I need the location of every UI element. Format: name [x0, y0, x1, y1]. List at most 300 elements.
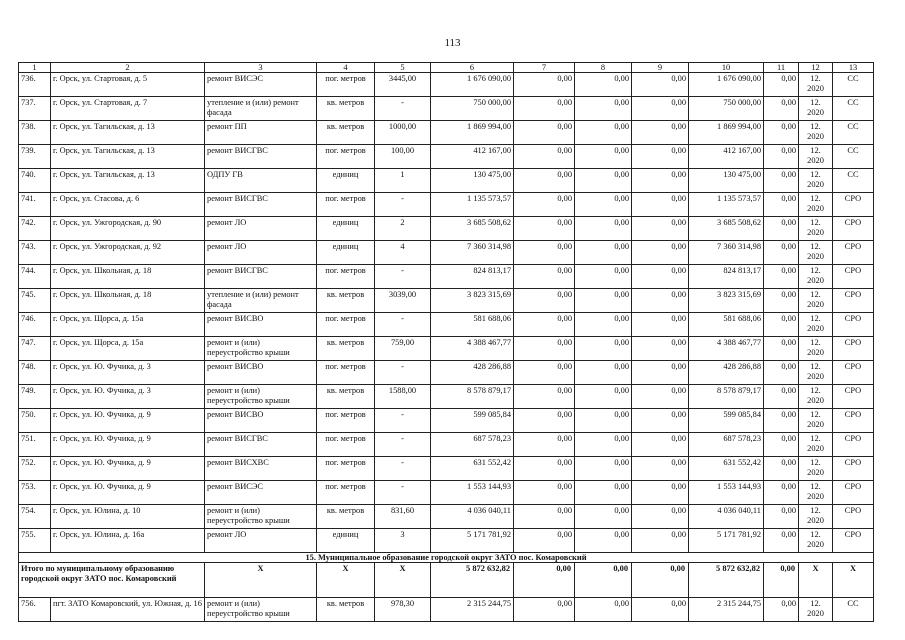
address-cell: г. Орск, ул. Стартовая, д. 7	[51, 97, 205, 121]
unit-cell: пог. метров	[317, 265, 375, 289]
fund-local-cell: 0,00	[632, 145, 689, 169]
deadline-cell: 12. 2020	[799, 265, 833, 289]
fund-owners-cell: 2 315 244,75	[689, 598, 764, 622]
fund-federal-cell: 0,00	[514, 193, 575, 217]
column-number-header: 13	[833, 63, 874, 73]
fund-federal-cell: 0,00	[514, 433, 575, 457]
address-cell: г. Орск, ул. Юлина, д. 16а	[51, 529, 205, 553]
funding-method-cell: СРО	[833, 241, 874, 265]
funding-method-cell: СРО	[833, 409, 874, 433]
row-number-cell: 749.	[19, 385, 51, 409]
table-row	[19, 289, 874, 313]
fund-owners-cell: 4 388 467,77	[689, 337, 764, 361]
total-cost-cell: 1 553 144,93	[431, 481, 514, 505]
address-cell: г. Орск, ул. Тагильская, д. 13	[51, 121, 205, 145]
fund-federal-cell: 0,00	[514, 169, 575, 193]
fund-owners-cell: 750 000,00	[689, 97, 764, 121]
table-row	[19, 313, 874, 337]
funding-method-cell: СРО	[833, 217, 874, 241]
fund-other-cell: 0,00	[764, 193, 799, 217]
address-cell: г. Орск, ул. Ю. Фучика, д. 9	[51, 409, 205, 433]
row-number-cell: 736.	[19, 73, 51, 97]
fund-local-cell: 0,00	[632, 385, 689, 409]
total-cost-cell: 8 578 879,17	[431, 385, 514, 409]
fund-regional-cell: 0,00	[575, 505, 632, 529]
quantity-cell: 1	[375, 169, 431, 193]
fund-owners-cell: 599 085,84	[689, 409, 764, 433]
fund-federal-cell: 0,00	[514, 409, 575, 433]
fund-local-cell: 0,00	[632, 433, 689, 457]
table-row	[19, 337, 874, 361]
fund-regional-cell: 0,00	[575, 217, 632, 241]
unit-cell: единиц	[317, 241, 375, 265]
fund-other-cell: 0,00	[764, 433, 799, 457]
table-row	[19, 193, 874, 217]
fund-regional-cell: 0,00	[575, 145, 632, 169]
work-type-cell: ремонт и (или) переустройство крыши	[205, 385, 317, 409]
work-type-cell: ремонт ВИСГВС	[205, 433, 317, 457]
fund-federal-cell: 0,00	[514, 598, 575, 622]
deadline-cell: 12. 2020	[799, 97, 833, 121]
funding-method-cell: СС	[833, 598, 874, 622]
row-number-cell: 740.	[19, 169, 51, 193]
quantity-cell: 831,60	[375, 505, 431, 529]
quantity-cell: 3	[375, 529, 431, 553]
work-type-cell: ремонт ВИСВО	[205, 361, 317, 385]
fund-other-cell: 0,00	[764, 361, 799, 385]
address-cell: г. Орск, ул. Ю. Фучика, д. 9	[51, 433, 205, 457]
page-number: 113	[444, 37, 461, 49]
fund-regional-cell: 0,00	[575, 313, 632, 337]
deadline-cell: 12. 2020	[799, 217, 833, 241]
fund-regional-cell: 0,00	[575, 337, 632, 361]
fund-owners-cell: 687 578,23	[689, 433, 764, 457]
funding-method-cell: СРО	[833, 313, 874, 337]
funding-method-cell: СРО	[833, 481, 874, 505]
fund-other-cell: 0,00	[764, 217, 799, 241]
table-row	[19, 505, 874, 529]
unit-cell: пог. метров	[317, 145, 375, 169]
fund-federal-cell: 0,00	[514, 313, 575, 337]
fund-owners-cell: 412 167,00	[689, 145, 764, 169]
fund-other-cell: 0,00	[764, 481, 799, 505]
unit-cell: кв. метров	[317, 598, 375, 622]
total-cost-cell: 428 286,88	[431, 361, 514, 385]
unit-cell: пог. метров	[317, 313, 375, 337]
funding-method-cell: СРО	[833, 361, 874, 385]
table-row	[19, 217, 874, 241]
row-number-cell: 737.	[19, 97, 51, 121]
unit-cell: кв. метров	[317, 505, 375, 529]
fund-owners-cell: 3 685 508,62	[689, 217, 764, 241]
work-type-cell: ремонт ЛО	[205, 529, 317, 553]
fund-regional-cell: 0,00	[575, 241, 632, 265]
row-number-cell: 743.	[19, 241, 51, 265]
total-cost-cell: 750 000,00	[431, 97, 514, 121]
funding-method-cell: СС	[833, 97, 874, 121]
fund-other-cell: 0,00	[764, 97, 799, 121]
fund-federal-cell: 0,00	[514, 121, 575, 145]
deadline-cell: 12. 2020	[799, 433, 833, 457]
column-number-header: 5	[375, 63, 431, 73]
column-number-header: 3	[205, 63, 317, 73]
total-total-cell: 5 872 632,82	[431, 563, 514, 598]
fund-federal-cell: 0,00	[514, 241, 575, 265]
funding-method-cell: СРО	[833, 337, 874, 361]
fund-regional-cell: 0,00	[575, 121, 632, 145]
fund-other-cell: 0,00	[764, 337, 799, 361]
deadline-cell: 12. 2020	[799, 361, 833, 385]
fund-local-cell: 0,00	[632, 529, 689, 553]
deadline-cell: 12. 2020	[799, 457, 833, 481]
fund-owners-cell: 1 869 994,00	[689, 121, 764, 145]
row-number-cell: 754.	[19, 505, 51, 529]
fund-owners-cell: 4 036 040,11	[689, 505, 764, 529]
funding-method-cell: СС	[833, 73, 874, 97]
address-cell: г. Орск, ул. Ю. Фучика, д. 9	[51, 457, 205, 481]
fund-federal-cell: 0,00	[514, 361, 575, 385]
fund-local-cell: 0,00	[632, 313, 689, 337]
address-cell: г. Орск, ул. Ужгородская, д. 92	[51, 241, 205, 265]
deadline-cell: 12. 2020	[799, 505, 833, 529]
address-cell: г. Орск, ул. Юлина, д. 10	[51, 505, 205, 529]
table-row	[19, 481, 874, 505]
fund-federal-cell: 0,00	[514, 265, 575, 289]
unit-cell: единиц	[317, 169, 375, 193]
work-type-cell: ремонт ВИСЭС	[205, 481, 317, 505]
deadline-cell: 12. 2020	[799, 529, 833, 553]
quantity-cell: 1000,00	[375, 121, 431, 145]
row-number-cell: 739.	[19, 145, 51, 169]
total-cost-cell: 581 688,06	[431, 313, 514, 337]
column-number-header-row	[19, 63, 874, 73]
work-type-cell: ремонт и (или) переустройство крыши	[205, 337, 317, 361]
fund-local-cell: 0,00	[632, 265, 689, 289]
total-label: Итого по муниципальному образованию городской округ ЗАТО пос. Комаровский	[19, 563, 205, 598]
total-cost-cell: 631 552,42	[431, 457, 514, 481]
row-number-cell: 756.	[19, 598, 51, 622]
fund-owners-cell: 581 688,06	[689, 313, 764, 337]
work-type-cell: ремонт ВИСГВС	[205, 265, 317, 289]
fund-owners-cell: 631 552,42	[689, 457, 764, 481]
table-row	[19, 409, 874, 433]
fund-local-cell: 0,00	[632, 289, 689, 313]
table-row	[19, 97, 874, 121]
row-number-cell: 745.	[19, 289, 51, 313]
total-cost-cell: 4 388 467,77	[431, 337, 514, 361]
row-number-cell: 746.	[19, 313, 51, 337]
work-type-cell: ремонт ЛО	[205, 241, 317, 265]
fund-other-cell: 0,00	[764, 529, 799, 553]
fund-local-cell: 0,00	[632, 598, 689, 622]
total-c11-cell: 0,00	[764, 563, 799, 598]
unit-cell: единиц	[317, 529, 375, 553]
fund-federal-cell: 0,00	[514, 145, 575, 169]
address-cell: г. Орск, ул. Школьная, д. 18	[51, 265, 205, 289]
fund-owners-cell: 1 135 573,57	[689, 193, 764, 217]
table-row	[19, 73, 874, 97]
column-number-header: 11	[764, 63, 799, 73]
unit-cell: кв. метров	[317, 121, 375, 145]
fund-owners-cell: 3 823 315,69	[689, 289, 764, 313]
work-type-cell: ремонт ВИСВО	[205, 313, 317, 337]
deadline-cell: 12. 2020	[799, 385, 833, 409]
total-cost-cell: 7 360 314,98	[431, 241, 514, 265]
quantity-cell: 3445,00	[375, 73, 431, 97]
row-number-cell: 750.	[19, 409, 51, 433]
row-number-cell: 753.	[19, 481, 51, 505]
fund-federal-cell: 0,00	[514, 505, 575, 529]
row-number-cell: 755.	[19, 529, 51, 553]
work-type-cell: ремонт ВИСГВС	[205, 145, 317, 169]
work-type-cell: ремонт ВИСВО	[205, 409, 317, 433]
funding-method-cell: СРО	[833, 385, 874, 409]
address-cell: г. Орск, ул. Стартовая, д. 5	[51, 73, 205, 97]
fund-local-cell: 0,00	[632, 97, 689, 121]
fund-owners-cell: 1 676 090,00	[689, 73, 764, 97]
fund-other-cell: 0,00	[764, 457, 799, 481]
capital-repair-table	[18, 62, 874, 622]
fund-owners-cell: 428 286,88	[689, 361, 764, 385]
total-cost-cell: 1 676 090,00	[431, 73, 514, 97]
work-type-cell: ОДПУ ГВ	[205, 169, 317, 193]
unit-cell: пог. метров	[317, 481, 375, 505]
row-number-cell: 742.	[19, 217, 51, 241]
table-row	[19, 361, 874, 385]
address-cell: г. Орск, ул. Тагильская, д. 13	[51, 145, 205, 169]
total-c7-cell: 0,00	[514, 563, 575, 598]
fund-other-cell: 0,00	[764, 121, 799, 145]
address-cell: пгт. ЗАТО Комаровский, ул. Южная, д. 16	[51, 598, 205, 622]
fund-local-cell: 0,00	[632, 337, 689, 361]
fund-local-cell: 0,00	[632, 193, 689, 217]
total-c13-cell: X	[833, 563, 874, 598]
unit-cell: кв. метров	[317, 385, 375, 409]
funding-method-cell: СРО	[833, 193, 874, 217]
funding-method-cell: СС	[833, 169, 874, 193]
fund-owners-cell: 130 475,00	[689, 169, 764, 193]
address-cell: г. Орск, ул. Щорса, д. 15а	[51, 313, 205, 337]
quantity-cell: 759,00	[375, 337, 431, 361]
fund-regional-cell: 0,00	[575, 169, 632, 193]
quantity-cell: -	[375, 361, 431, 385]
total-cost-cell: 3 823 315,69	[431, 289, 514, 313]
unit-cell: пог. метров	[317, 361, 375, 385]
funding-method-cell: СРО	[833, 505, 874, 529]
quantity-cell: 100,00	[375, 145, 431, 169]
deadline-cell: 12. 2020	[799, 337, 833, 361]
column-number-header: 8	[575, 63, 632, 73]
address-cell: г. Орск, ул. Ужгородская, д. 90	[51, 217, 205, 241]
fund-federal-cell: 0,00	[514, 337, 575, 361]
fund-regional-cell: 0,00	[575, 361, 632, 385]
deadline-cell: 12. 2020	[799, 481, 833, 505]
deadline-cell: 12. 2020	[799, 598, 833, 622]
fund-regional-cell: 0,00	[575, 97, 632, 121]
fund-local-cell: 0,00	[632, 169, 689, 193]
quantity-cell: -	[375, 457, 431, 481]
fund-other-cell: 0,00	[764, 313, 799, 337]
fund-other-cell: 0,00	[764, 145, 799, 169]
column-number-header: 7	[514, 63, 575, 73]
work-type-cell: ремонт ПП	[205, 121, 317, 145]
total-row	[19, 563, 874, 598]
fund-owners-cell: 1 553 144,93	[689, 481, 764, 505]
fund-federal-cell: 0,00	[514, 457, 575, 481]
fund-other-cell: 0,00	[764, 505, 799, 529]
fund-other-cell: 0,00	[764, 265, 799, 289]
total-c12-cell: X	[799, 563, 833, 598]
address-cell: г. Орск, ул. Стасова, д. 6	[51, 193, 205, 217]
table-row	[19, 529, 874, 553]
fund-regional-cell: 0,00	[575, 457, 632, 481]
fund-local-cell: 0,00	[632, 505, 689, 529]
total-c9-cell: 0,00	[632, 563, 689, 598]
total-cost-cell: 599 085,84	[431, 409, 514, 433]
fund-other-cell: 0,00	[764, 169, 799, 193]
address-cell: г. Орск, ул. Ю. Фучика, д. 3	[51, 361, 205, 385]
fund-federal-cell: 0,00	[514, 289, 575, 313]
column-number-header: 1	[19, 63, 51, 73]
total-cost-cell: 1 869 994,00	[431, 121, 514, 145]
funding-method-cell: СРО	[833, 289, 874, 313]
total-cost-cell: 4 036 040,11	[431, 505, 514, 529]
fund-regional-cell: 0,00	[575, 409, 632, 433]
quantity-cell: 978,30	[375, 598, 431, 622]
table-row	[19, 457, 874, 481]
fund-local-cell: 0,00	[632, 217, 689, 241]
work-type-cell: ремонт ВИСЭС	[205, 73, 317, 97]
table-row	[19, 241, 874, 265]
table-row	[19, 169, 874, 193]
work-type-cell: ремонт ВИСГВС	[205, 193, 317, 217]
work-type-cell: ремонт ВИСХВС	[205, 457, 317, 481]
total-cost-cell: 130 475,00	[431, 169, 514, 193]
column-number-header: 12	[799, 63, 833, 73]
fund-federal-cell: 0,00	[514, 97, 575, 121]
unit-cell: кв. метров	[317, 337, 375, 361]
table-row	[19, 145, 874, 169]
fund-regional-cell: 0,00	[575, 265, 632, 289]
unit-cell: пог. метров	[317, 457, 375, 481]
deadline-cell: 12. 2020	[799, 193, 833, 217]
fund-federal-cell: 0,00	[514, 529, 575, 553]
total-c5-cell: X	[375, 563, 431, 598]
fund-local-cell: 0,00	[632, 409, 689, 433]
fund-local-cell: 0,00	[632, 361, 689, 385]
column-number-header: 4	[317, 63, 375, 73]
deadline-cell: 12. 2020	[799, 73, 833, 97]
section-header-row	[19, 553, 874, 563]
work-type-cell: ремонт ЛО	[205, 217, 317, 241]
unit-cell: пог. метров	[317, 73, 375, 97]
address-cell: г. Орск, ул. Щорса, д. 15а	[51, 337, 205, 361]
row-number-cell: 752.	[19, 457, 51, 481]
quantity-cell: -	[375, 481, 431, 505]
total-c10-cell: 5 872 632,82	[689, 563, 764, 598]
fund-regional-cell: 0,00	[575, 433, 632, 457]
total-cost-cell: 5 171 781,92	[431, 529, 514, 553]
fund-regional-cell: 0,00	[575, 598, 632, 622]
row-number-cell: 751.	[19, 433, 51, 457]
quantity-cell: -	[375, 409, 431, 433]
total-cost-cell: 2 315 244,75	[431, 598, 514, 622]
funding-method-cell: СС	[833, 121, 874, 145]
quantity-cell: 2	[375, 217, 431, 241]
funding-method-cell: СРО	[833, 265, 874, 289]
fund-regional-cell: 0,00	[575, 193, 632, 217]
deadline-cell: 12. 2020	[799, 145, 833, 169]
fund-other-cell: 0,00	[764, 385, 799, 409]
row-number-cell: 748.	[19, 361, 51, 385]
fund-owners-cell: 8 578 879,17	[689, 385, 764, 409]
fund-owners-cell: 824 813,17	[689, 265, 764, 289]
fund-regional-cell: 0,00	[575, 481, 632, 505]
unit-cell: пог. метров	[317, 433, 375, 457]
quantity-cell: -	[375, 265, 431, 289]
quantity-cell: -	[375, 193, 431, 217]
deadline-cell: 12. 2020	[799, 241, 833, 265]
deadline-cell: 12. 2020	[799, 121, 833, 145]
total-cost-cell: 3 685 508,62	[431, 217, 514, 241]
work-type-cell: ремонт и (или) переустройство крыши	[205, 505, 317, 529]
deadline-cell: 12. 2020	[799, 313, 833, 337]
unit-cell: единиц	[317, 217, 375, 241]
row-number-cell: 738.	[19, 121, 51, 145]
work-type-cell: ремонт и (или) переустройство крыши	[205, 598, 317, 622]
fund-federal-cell: 0,00	[514, 481, 575, 505]
fund-regional-cell: 0,00	[575, 289, 632, 313]
unit-cell: пог. метров	[317, 193, 375, 217]
deadline-cell: 12. 2020	[799, 169, 833, 193]
fund-local-cell: 0,00	[632, 457, 689, 481]
table-row	[19, 433, 874, 457]
column-number-header: 9	[632, 63, 689, 73]
quantity-cell: -	[375, 313, 431, 337]
fund-owners-cell: 7 360 314,98	[689, 241, 764, 265]
quantity-cell: -	[375, 433, 431, 457]
total-cost-cell: 412 167,00	[431, 145, 514, 169]
fund-other-cell: 0,00	[764, 598, 799, 622]
row-number-cell: 741.	[19, 193, 51, 217]
total-cost-cell: 1 135 573,57	[431, 193, 514, 217]
unit-cell: кв. метров	[317, 289, 375, 313]
funding-method-cell: СРО	[833, 529, 874, 553]
row-number-cell: 747.	[19, 337, 51, 361]
total-cost-cell: 824 813,17	[431, 265, 514, 289]
address-cell: г. Орск, ул. Ю. Фучика, д. 9	[51, 481, 205, 505]
column-number-header: 2	[51, 63, 205, 73]
fund-other-cell: 0,00	[764, 409, 799, 433]
fund-other-cell: 0,00	[764, 289, 799, 313]
fund-local-cell: 0,00	[632, 241, 689, 265]
funding-method-cell: СС	[833, 145, 874, 169]
fund-federal-cell: 0,00	[514, 217, 575, 241]
total-c3-cell: X	[205, 563, 317, 598]
total-c4-cell: X	[317, 563, 375, 598]
fund-local-cell: 0,00	[632, 121, 689, 145]
quantity-cell: 4	[375, 241, 431, 265]
funding-method-cell: СРО	[833, 457, 874, 481]
quantity-cell: 1588,00	[375, 385, 431, 409]
fund-federal-cell: 0,00	[514, 73, 575, 97]
funding-method-cell: СРО	[833, 433, 874, 457]
fund-local-cell: 0,00	[632, 73, 689, 97]
quantity-cell: 3039,00	[375, 289, 431, 313]
fund-owners-cell: 5 171 781,92	[689, 529, 764, 553]
fund-other-cell: 0,00	[764, 241, 799, 265]
table-row	[19, 385, 874, 409]
